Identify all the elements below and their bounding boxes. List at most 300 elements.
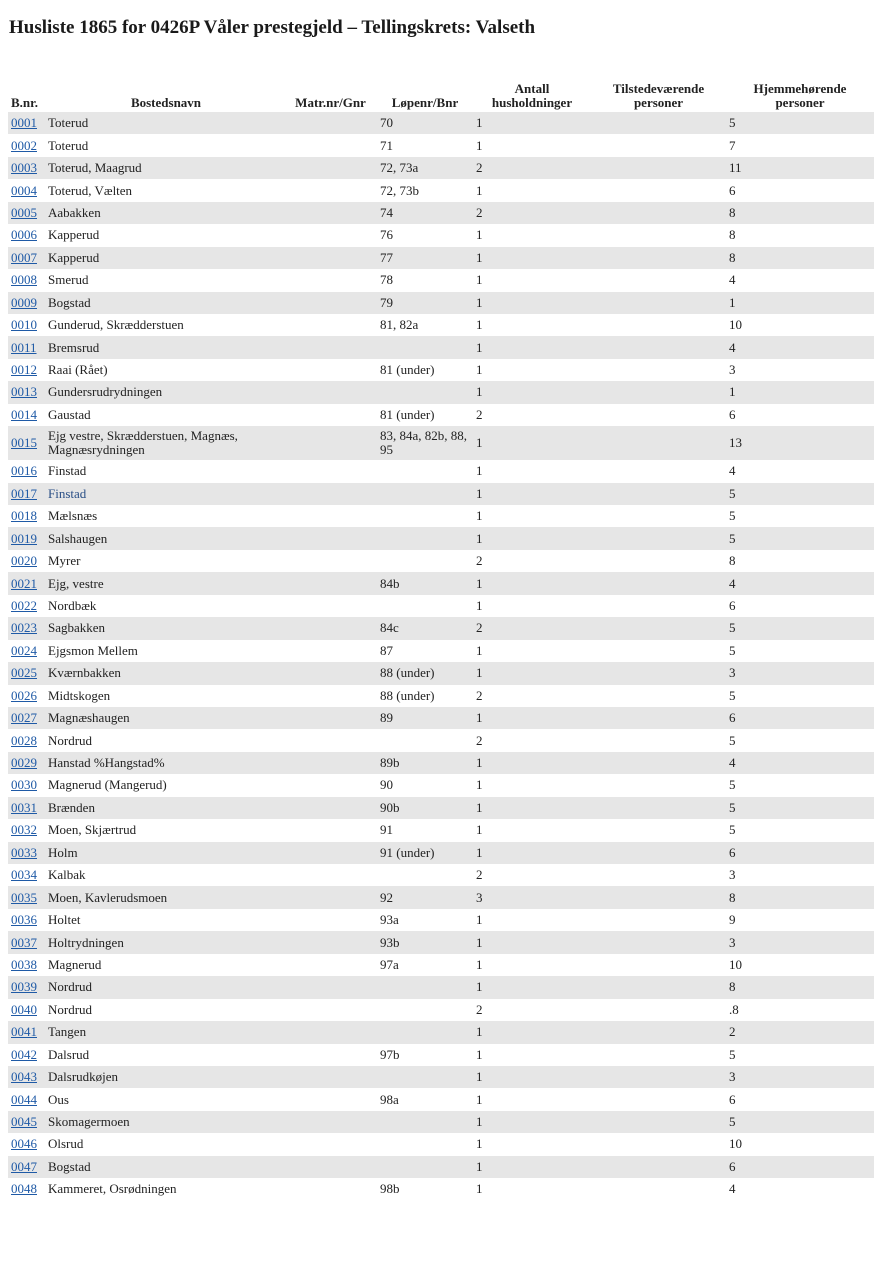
table-row [8, 314, 874, 336]
lopenr-cell: 84c [377, 617, 473, 639]
lopenr-cell: 97a [377, 954, 473, 976]
husholdninger-cell: 2 [473, 404, 591, 426]
bnr-link[interactable]: 0036 [11, 912, 37, 928]
table-row [8, 404, 874, 426]
husholdninger-cell: 1 [473, 381, 591, 403]
table-row [8, 640, 874, 662]
bnr-cell [8, 460, 48, 482]
matr-cell [284, 1088, 377, 1110]
bnr-cell [8, 886, 48, 908]
lopenr-cell: 88 (under) [377, 662, 473, 684]
lopenr-cell: 70 [377, 112, 473, 134]
matr-cell [284, 640, 377, 662]
lopenr-cell [377, 460, 473, 482]
lopenr-cell: 93a [377, 909, 473, 931]
hjemme-cell: 8 [726, 886, 874, 908]
hjemme-cell: 5 [726, 797, 874, 819]
bnr-link[interactable]: 0048 [11, 1181, 37, 1197]
bnr-link[interactable]: 0009 [11, 294, 37, 310]
hjemme-cell: 13 [726, 426, 874, 460]
hjemme-cell: 3 [726, 662, 874, 684]
matr-cell [284, 336, 377, 358]
bostedsnavn-cell: Nordrud [48, 729, 284, 751]
matr-cell [284, 572, 377, 594]
bnr-cell [8, 931, 48, 953]
lopenr-cell: 81 (under) [377, 404, 473, 426]
bostedsnavn-cell: Ejgsmon Mellem [48, 640, 284, 662]
page-title: Husliste 1865 for 0426P Våler prestegjeld – Tellingskrets: Valseth [9, 17, 536, 38]
bnr-cell [8, 909, 48, 931]
matr-cell [284, 662, 377, 684]
bnr-cell [8, 617, 48, 639]
matr-cell [284, 404, 377, 426]
hjemme-cell: 5 [726, 1044, 874, 1066]
bnr-link[interactable]: 0039 [11, 979, 37, 995]
matr-cell [284, 292, 377, 314]
husholdninger-cell: 1 [473, 179, 591, 201]
col-header-bostedsnavn: Bostedsnavn [130, 95, 202, 110]
matr-cell [284, 1178, 377, 1200]
bnr-cell [8, 550, 48, 572]
lopenr-cell: 87 [377, 640, 473, 662]
bnr-link[interactable]: 0014 [11, 406, 37, 422]
hjemme-cell: 8 [726, 247, 874, 269]
husholdninger-cell: 2 [473, 157, 591, 179]
table-row [8, 1088, 874, 1110]
bnr-link[interactable]: 0021 [11, 575, 37, 591]
bnr-cell [8, 729, 48, 751]
bnr-link[interactable]: 0016 [11, 463, 37, 479]
hjemme-cell: 6 [726, 404, 874, 426]
bnr-cell [8, 527, 48, 549]
husholdninger-cell: 1 [473, 1156, 591, 1178]
bnr-cell [8, 864, 48, 886]
bnr-cell [8, 1111, 48, 1133]
hjemme-cell: 5 [726, 505, 874, 527]
bostedsnavn-cell: Hanstad %Hangstad% [48, 752, 284, 774]
lopenr-cell: 72, 73a [377, 157, 473, 179]
table-row [8, 1066, 874, 1088]
bnr-link[interactable]: 0046 [11, 1136, 37, 1152]
husholdninger-cell: 1 [473, 976, 591, 998]
bnr-link[interactable]: 0013 [11, 384, 37, 400]
matr-cell [284, 134, 377, 156]
husholdninger-cell: 1 [473, 572, 591, 594]
hjemme-cell: 4 [726, 572, 874, 594]
bnr-link[interactable]: 0040 [11, 1001, 37, 1017]
bostedsnavn-cell: Magnæshaugen [48, 707, 284, 729]
tilstede-cell [591, 381, 726, 403]
bnr-link[interactable]: 0023 [11, 620, 37, 636]
hjemme-cell: 11 [726, 157, 874, 179]
husholdninger-cell: 1 [473, 1133, 591, 1155]
table-row [8, 819, 874, 841]
bostedsnavn-cell: Gaustad [48, 404, 284, 426]
matr-cell [284, 976, 377, 998]
hjemme-cell: 8 [726, 976, 874, 998]
hjemme-cell: 3 [726, 1066, 874, 1088]
matr-cell [284, 617, 377, 639]
matr-cell [284, 426, 377, 460]
matr-cell [284, 1044, 377, 1066]
hjemme-cell: 5 [726, 112, 874, 134]
tilstede-cell [591, 886, 726, 908]
bnr-link[interactable]: 0029 [11, 755, 37, 771]
hjemme-cell: 6 [726, 707, 874, 729]
matr-cell [284, 774, 377, 796]
bnr-link[interactable]: 0030 [11, 777, 37, 793]
bnr-cell [8, 269, 48, 291]
table-header [8, 78, 874, 112]
bnr-link[interactable]: 0018 [11, 508, 37, 524]
matr-cell [284, 954, 377, 976]
table-row [8, 909, 874, 931]
hjemme-cell: 6 [726, 1088, 874, 1110]
table-row [8, 842, 874, 864]
tilstede-cell [591, 134, 726, 156]
tilstede-cell [591, 976, 726, 998]
table-row [8, 112, 874, 134]
bostedsnavn-cell: Bremsrud [48, 336, 284, 358]
husholdninger-cell: 1 [473, 1178, 591, 1200]
bostedsnavn-cell: Kværnbakken [48, 662, 284, 684]
lopenr-cell: 81 (under) [377, 359, 473, 381]
table-row [8, 179, 874, 201]
husholdninger-cell: 1 [473, 460, 591, 482]
bnr-link[interactable]: 0028 [11, 732, 37, 748]
matr-cell [284, 1021, 377, 1043]
bnr-link[interactable]: 0011 [11, 339, 37, 355]
lopenr-cell: 97b [377, 1044, 473, 1066]
bnr-cell [8, 359, 48, 381]
lopenr-cell [377, 999, 473, 1021]
bostedsnavn-cell: Moen, Skjærtrud [48, 819, 284, 841]
tilstede-cell [591, 550, 726, 572]
matr-cell [284, 707, 377, 729]
matr-cell [284, 909, 377, 931]
bostedsnavn-cell: Ejg, vestre [48, 572, 284, 594]
bnr-link[interactable]: 0025 [11, 665, 37, 681]
bnr-cell [8, 842, 48, 864]
bostedsnavn-cell: Sagbakken [48, 617, 284, 639]
matr-cell [284, 1133, 377, 1155]
husholdninger-cell: 1 [473, 797, 591, 819]
matr-cell [284, 999, 377, 1021]
bnr-cell [8, 112, 48, 134]
table-row [8, 426, 874, 460]
lopenr-cell [377, 864, 473, 886]
hjemme-cell: 6 [726, 595, 874, 617]
table-row [8, 269, 874, 291]
bostedsnavn-cell: Smerud [48, 269, 284, 291]
bnr-cell [8, 292, 48, 314]
lopenr-cell: 92 [377, 886, 473, 908]
matr-cell [284, 314, 377, 336]
lopenr-cell: 91 [377, 819, 473, 841]
matr-cell [284, 729, 377, 751]
hjemme-cell: 8 [726, 550, 874, 572]
hjemme-cell: 1 [726, 292, 874, 314]
husholdninger-cell: 2 [473, 550, 591, 572]
table-row [8, 685, 874, 707]
bostedsnavn-cell: Nordrud [48, 999, 284, 1021]
bnr-link[interactable]: 0045 [11, 1114, 37, 1130]
tilstede-cell [591, 247, 726, 269]
lopenr-cell [377, 1021, 473, 1043]
bnr-link[interactable]: 0007 [11, 249, 37, 265]
bnr-link[interactable]: 0047 [11, 1158, 37, 1174]
bnr-link[interactable]: 0033 [11, 844, 37, 860]
tilstede-cell [591, 359, 726, 381]
husholdninger-cell: 1 [473, 774, 591, 796]
bnr-link[interactable]: 0010 [11, 317, 37, 333]
matr-cell [284, 157, 377, 179]
bnr-link[interactable]: 0004 [11, 182, 37, 198]
matr-cell [284, 1156, 377, 1178]
husholdninger-cell: 2 [473, 864, 591, 886]
lopenr-cell: 81, 82a [377, 314, 473, 336]
husholdninger-cell: 2 [473, 729, 591, 751]
tilstede-cell [591, 931, 726, 953]
hjemme-cell: 10 [726, 954, 874, 976]
matr-cell [284, 864, 377, 886]
bnr-link[interactable]: 0032 [11, 822, 37, 838]
bostedsnavn-cell: Ous [48, 1088, 284, 1110]
table-row [8, 931, 874, 953]
hjemme-cell: 5 [726, 729, 874, 751]
tilstede-cell [591, 157, 726, 179]
bnr-link[interactable]: 0024 [11, 642, 37, 658]
bnr-link[interactable]: 0038 [11, 956, 37, 972]
hjemme-cell: 5 [726, 527, 874, 549]
table-row [8, 797, 874, 819]
bostedsnavn-cell: Dalsrud [48, 1044, 284, 1066]
bostedsnavn-cell: Salshaugen [48, 527, 284, 549]
husholdninger-cell: 1 [473, 819, 591, 841]
bnr-cell [8, 134, 48, 156]
bnr-link[interactable]: 0041 [11, 1024, 37, 1040]
lopenr-cell: 90b [377, 797, 473, 819]
tilstede-cell [591, 685, 726, 707]
hjemme-cell: 6 [726, 179, 874, 201]
matr-cell [284, 797, 377, 819]
table-row [8, 617, 874, 639]
lopenr-cell: 84b [377, 572, 473, 594]
table-row [8, 1156, 874, 1178]
husholdninger-cell: 1 [473, 314, 591, 336]
bnr-cell [8, 179, 48, 201]
lopenr-cell [377, 527, 473, 549]
husholdninger-cell: 1 [473, 662, 591, 684]
bnr-link[interactable]: 0005 [11, 204, 37, 220]
hjemme-cell: 5 [726, 617, 874, 639]
tilstede-cell [591, 292, 726, 314]
table-row [8, 886, 874, 908]
table-row [8, 336, 874, 358]
bnr-link[interactable]: 0001 [11, 115, 37, 131]
lopenr-cell [377, 976, 473, 998]
bnr-cell [8, 819, 48, 841]
table-row [8, 954, 874, 976]
tilstede-cell [591, 179, 726, 201]
hjemme-cell: 6 [726, 1156, 874, 1178]
table-row [8, 292, 874, 314]
bnr-link[interactable]: 0027 [11, 710, 37, 726]
hjemme-cell: 6 [726, 842, 874, 864]
husholdninger-cell: 1 [473, 842, 591, 864]
lopenr-cell: 76 [377, 224, 473, 246]
bostedsnavn-cell: Bogstad [48, 292, 284, 314]
tilstede-cell [591, 819, 726, 841]
matr-cell [284, 595, 377, 617]
tilstede-cell [591, 999, 726, 1021]
bnr-cell [8, 572, 48, 594]
tilstede-cell [591, 729, 726, 751]
hjemme-cell: 4 [726, 1178, 874, 1200]
bnr-link[interactable]: 0034 [11, 867, 37, 883]
bnr-link[interactable]: 0037 [11, 934, 37, 950]
bnr-cell [8, 1066, 48, 1088]
bnr-cell [8, 999, 48, 1021]
bnr-cell [8, 1133, 48, 1155]
bnr-cell [8, 685, 48, 707]
table-row [8, 381, 874, 403]
husholdninger-cell: 1 [473, 359, 591, 381]
tilstede-cell [591, 1066, 726, 1088]
matr-cell [284, 359, 377, 381]
hjemme-cell: 9 [726, 909, 874, 931]
lopenr-cell: 78 [377, 269, 473, 291]
tilstede-cell [591, 1088, 726, 1110]
husholdninger-cell: 1 [473, 527, 591, 549]
bnr-link[interactable]: 0012 [11, 362, 37, 378]
matr-cell [284, 1066, 377, 1088]
tilstede-cell [591, 864, 726, 886]
bostedsnavn-cell: Ejg vestre, Skrædderstuen, Magnæs, Magnæsrydningen [48, 426, 284, 460]
tilstede-cell [591, 404, 726, 426]
bnr-link[interactable]: 0008 [11, 272, 37, 288]
husholdninger-cell: 1 [473, 292, 591, 314]
lopenr-cell [377, 1066, 473, 1088]
bnr-link[interactable]: 0017 [11, 485, 37, 501]
tilstede-cell [591, 572, 726, 594]
table-row [8, 729, 874, 751]
bnr-cell [8, 1178, 48, 1200]
matr-cell [284, 931, 377, 953]
bnr-link[interactable]: 0044 [11, 1091, 37, 1107]
col-header-hjemme: Hjemmehørende personer [753, 81, 847, 110]
lopenr-cell: 71 [377, 134, 473, 156]
bnr-link[interactable]: 0043 [11, 1069, 37, 1085]
bnr-link[interactable]: 0003 [11, 160, 37, 176]
bostedsnavn-cell: Toterud, Maagrud [48, 157, 284, 179]
husholdninger-cell: 1 [473, 640, 591, 662]
bnr-cell [8, 595, 48, 617]
bostedsnavn-cell: Toterud, Vælten [48, 179, 284, 201]
matr-cell [284, 202, 377, 224]
husholdninger-cell: 1 [473, 112, 591, 134]
matr-cell [284, 685, 377, 707]
matr-cell [284, 483, 377, 505]
bnr-link[interactable]: 0002 [11, 137, 37, 153]
table-body [8, 112, 874, 1201]
husholdninger-cell: 1 [473, 1066, 591, 1088]
bostedsnavn-cell: Brænden [48, 797, 284, 819]
table-row [8, 864, 874, 886]
husholdninger-cell: 2 [473, 685, 591, 707]
table-row [8, 359, 874, 381]
tilstede-cell [591, 797, 726, 819]
bostedsnavn-cell: Myrer [48, 550, 284, 572]
bostedsnavn-cell: Nordbæk [48, 595, 284, 617]
husholdninger-cell: 1 [473, 707, 591, 729]
hjemme-cell: 4 [726, 269, 874, 291]
lopenr-cell: 90 [377, 774, 473, 796]
table-row [8, 976, 874, 998]
bnr-link[interactable]: 0015 [11, 435, 37, 451]
hjemme-cell: 10 [726, 314, 874, 336]
bnr-link[interactable]: 0006 [11, 227, 37, 243]
bnr-link[interactable]: 0020 [11, 553, 37, 569]
bostedsnavn-cell: Magnerud [48, 954, 284, 976]
bostedsnavn-cell: Holm [48, 842, 284, 864]
husholdninger-cell: 1 [473, 595, 591, 617]
bostedsnavn-cell: Olsrud [48, 1133, 284, 1155]
tilstede-cell [591, 483, 726, 505]
bnr-link[interactable]: 0019 [11, 530, 37, 546]
table-row [8, 1044, 874, 1066]
bostedsnavn-cell: Holtrydningen [48, 931, 284, 953]
table-row [8, 1021, 874, 1043]
tilstede-cell [591, 617, 726, 639]
hjemme-cell: 4 [726, 336, 874, 358]
bnr-cell [8, 404, 48, 426]
husholdninger-cell: 2 [473, 999, 591, 1021]
bostedsnavn-cell: Finstad [48, 483, 284, 505]
bnr-link[interactable]: 0042 [11, 1046, 37, 1062]
matr-cell [284, 842, 377, 864]
table-row [8, 247, 874, 269]
bnr-link[interactable]: 0031 [11, 799, 37, 815]
husholdninger-cell: 3 [473, 886, 591, 908]
matr-cell [284, 505, 377, 527]
bostedsnavn-cell: Gunderud, Skrædderstuen [48, 314, 284, 336]
bostedsnavn-cell: Skomagermoen [48, 1111, 284, 1133]
bostedsnavn-cell: Toterud [48, 112, 284, 134]
lopenr-cell [377, 381, 473, 403]
lopenr-cell: 77 [377, 247, 473, 269]
tilstede-cell [591, 505, 726, 527]
bostedsnavn-cell: Midtskogen [48, 685, 284, 707]
table-row [8, 595, 874, 617]
table-row [8, 1133, 874, 1155]
bostedsnavn-cell: Moen, Kavlerudsmoen [48, 886, 284, 908]
bnr-cell [8, 314, 48, 336]
bnr-cell [8, 774, 48, 796]
matr-cell [284, 460, 377, 482]
tilstede-cell [591, 269, 726, 291]
lopenr-cell [377, 505, 473, 527]
table-row [8, 999, 874, 1021]
bnr-cell [8, 1088, 48, 1110]
bnr-cell [8, 976, 48, 998]
bnr-link[interactable]: 0022 [11, 597, 37, 613]
bnr-link[interactable]: 0035 [11, 889, 37, 905]
husholdninger-cell: 1 [473, 505, 591, 527]
bnr-link[interactable]: 0026 [11, 687, 37, 703]
tilstede-cell [591, 909, 726, 931]
husholdninger-cell: 1 [473, 224, 591, 246]
